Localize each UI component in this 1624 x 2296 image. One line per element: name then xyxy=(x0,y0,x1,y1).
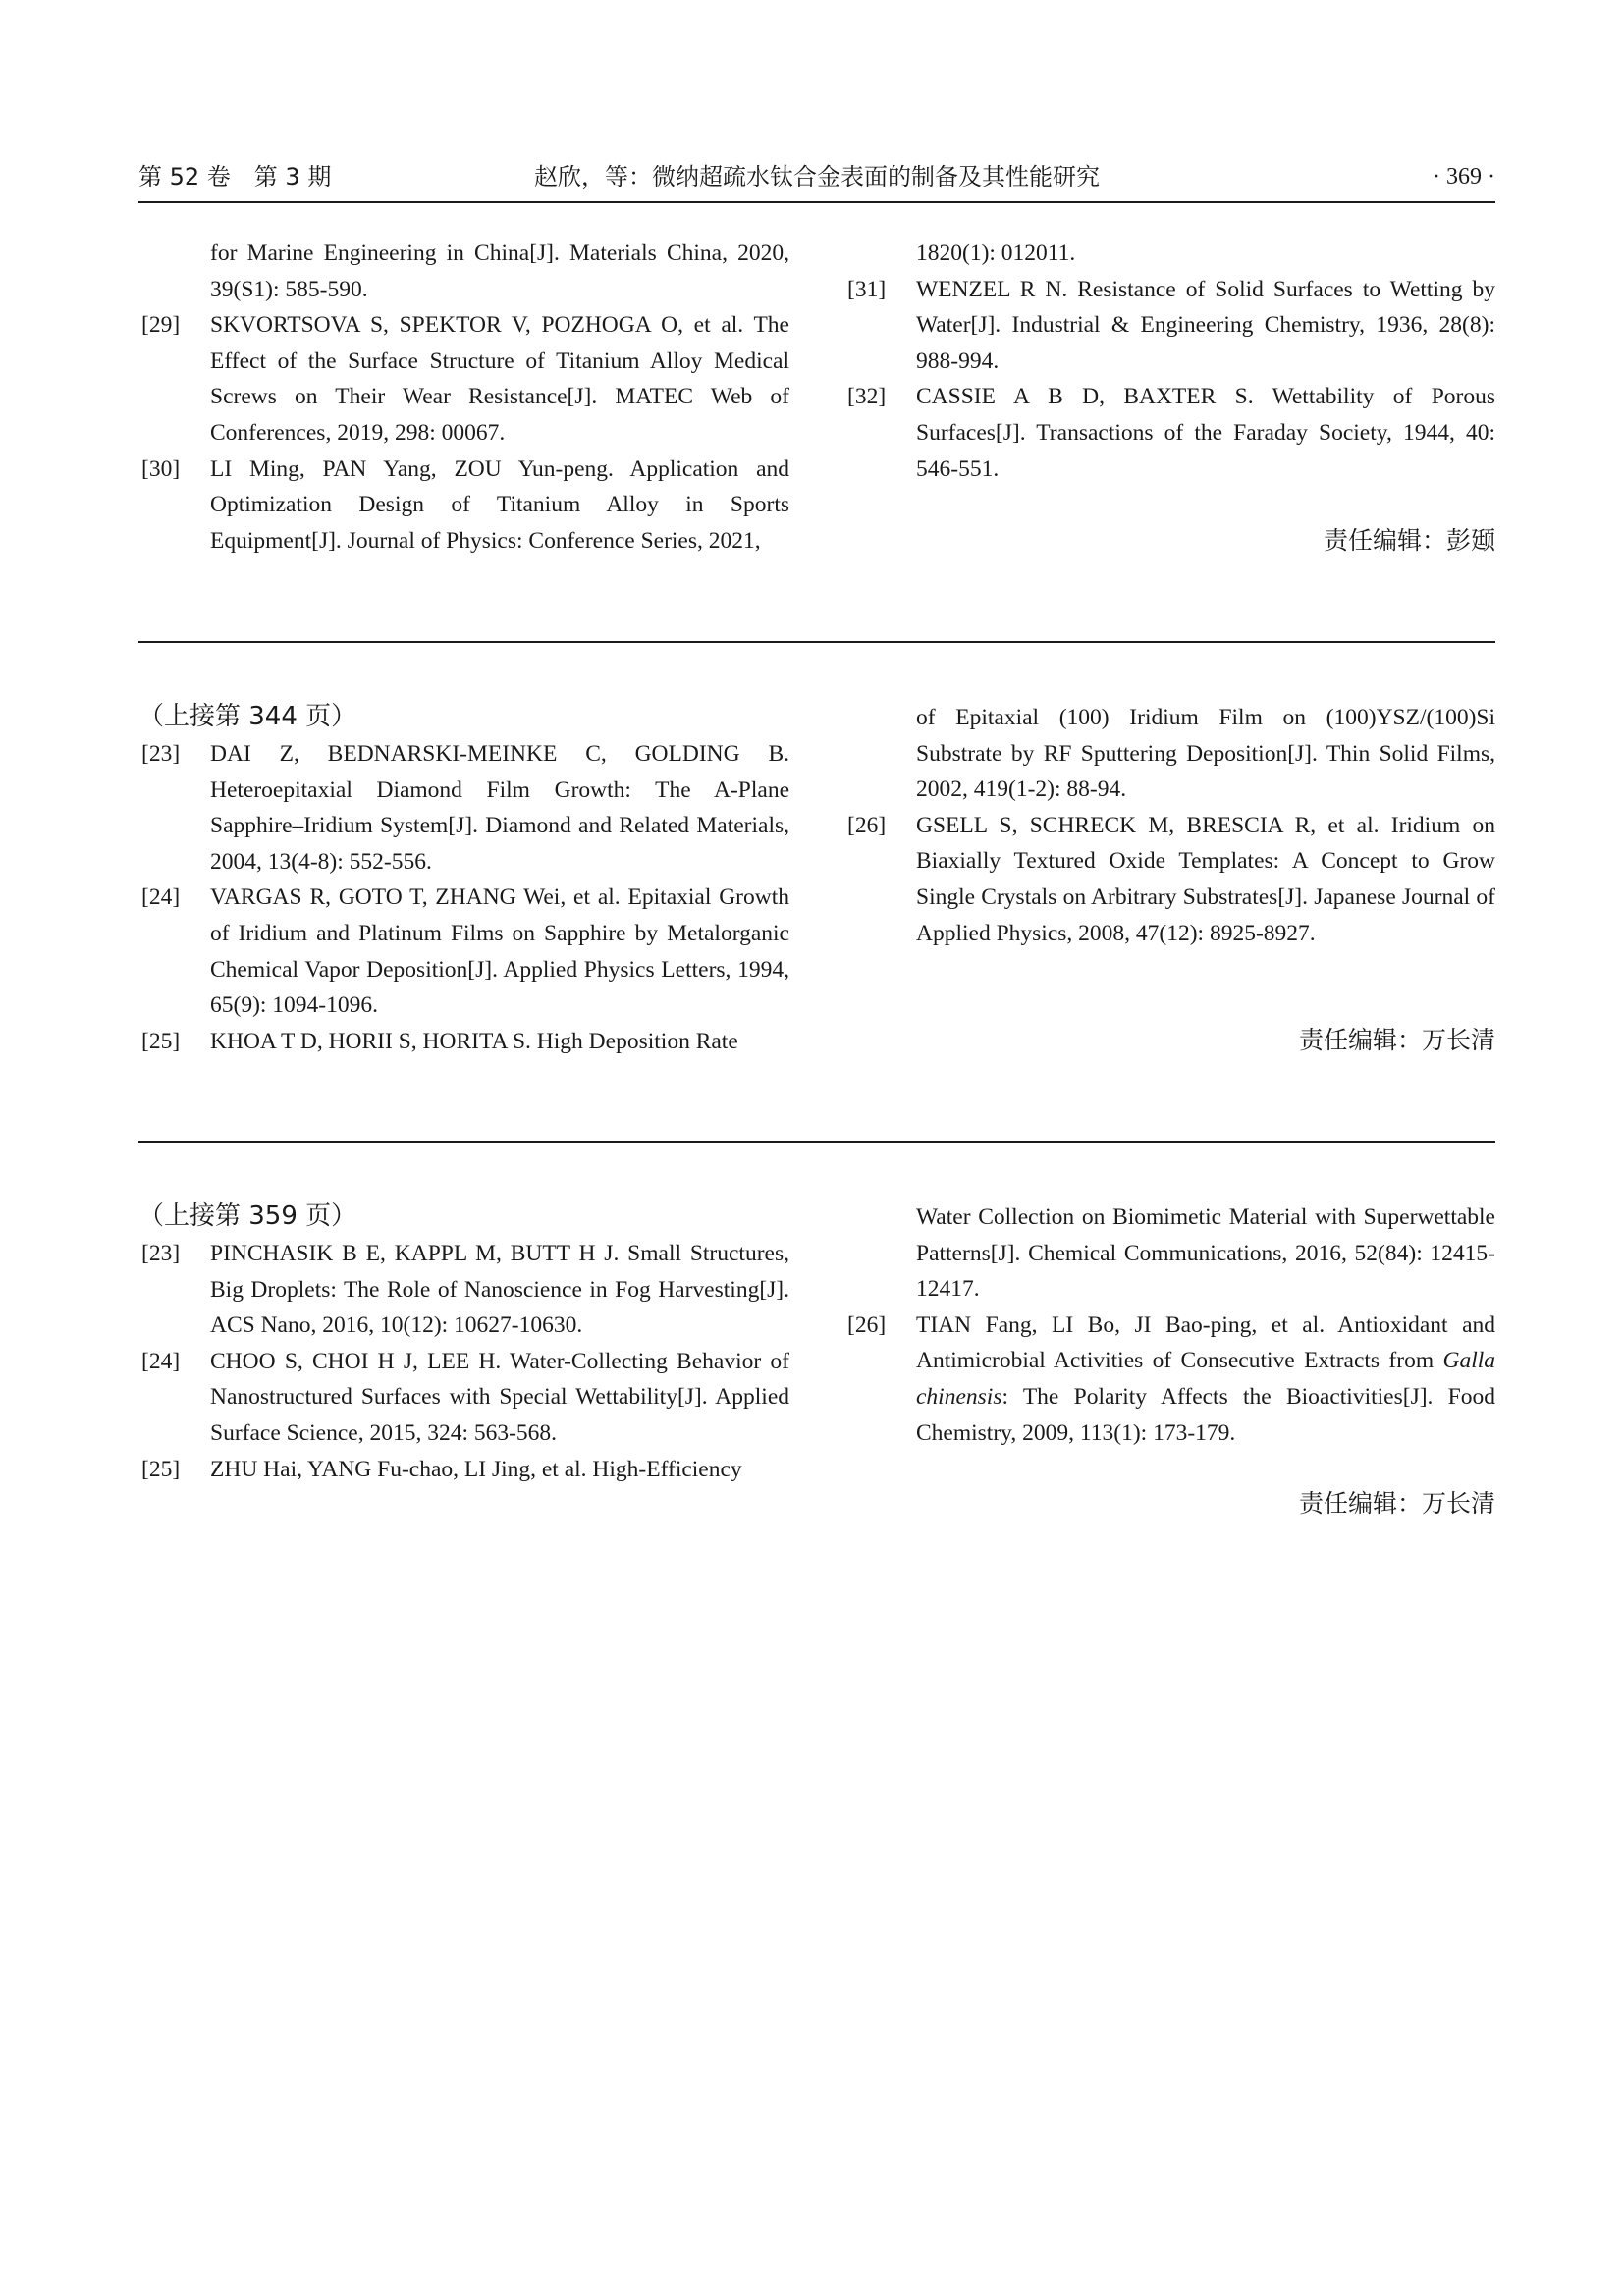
reference-item xyxy=(138,736,789,880)
reference-text: LI Ming, PAN Yang, ZOU Yun-peng. Application and Optimization Design of Titanium Alloy in Sports Equipment[J]. Journal of Physics: Conference Series, 2021, xyxy=(210,455,789,554)
reference-item xyxy=(138,880,789,1023)
reference-item xyxy=(844,808,1495,951)
reference-text: SKVORTSOVA S, SPEKTOR V, POZHOGA O, et al. The Effect of the Surface Structure of Titanium Alloy Medical Screws on Their Wear Resistance[J]. MATEC Web of Conferences, 2019, 298: 00067. xyxy=(210,312,789,446)
reference-text-after: : The Polarity Affects the Bioactivities[J]. Food Chemistry, 2009, 113(1): 173-179. xyxy=(916,1383,1495,1446)
reference-item xyxy=(138,1344,789,1452)
header-rule xyxy=(138,201,1495,203)
reference-number: [26] xyxy=(847,1311,887,1338)
section-1-right-column xyxy=(844,236,1495,487)
section-2-left-column xyxy=(138,700,789,1059)
reference-number: [25] xyxy=(141,1456,181,1482)
reference-text: for Marine Engineering in China[J]. Materials China, 2020, 39(S1): 585-590. xyxy=(210,240,789,302)
reference-number: [29] xyxy=(141,312,181,339)
reference-text: CASSIE A B D, BAXTER S. Wettability of Porous Surfaces[J]. Transactions of the Faraday Society, 1944, 40: 546-551. xyxy=(916,384,1495,482)
reference-text xyxy=(916,1308,1495,1451)
responsible-editor: 责任编辑：万长清 xyxy=(1298,1026,1495,1054)
reference-number: [30] xyxy=(141,455,181,482)
reference-number: [25] xyxy=(141,1028,181,1054)
continuation-title: （上接第 359 页） xyxy=(138,1201,357,1231)
reference-text: CHOO S, CHOI H J, LEE H. Water-Collecting Behavior of Nanostructured Surfaces with Special Wettability[J]. Applied Surface Science, 2015, 324: 563-568. xyxy=(210,1348,789,1446)
reference-text: ZHU Hai, YANG Fu-chao, LI Jing, et al. High-Efficiency xyxy=(210,1456,742,1482)
reference-number: [31] xyxy=(847,276,887,302)
section-3-left-column xyxy=(138,1200,789,1487)
reference-text: WENZEL R N. Resistance of Solid Surfaces to Wetting by Water[J]. Industrial & Engineering Chemistry, 1936, 28(8): 988-994. xyxy=(916,276,1495,374)
reference-item xyxy=(844,379,1495,487)
reference-item xyxy=(844,1308,1495,1451)
reference-text: GSELL S, SCHRECK M, BRESCIA R, et al. Iridium on Biaxially Textured Oxide Templates: A Concept to Grow Single Crystals on Arbitrary Substrates[J]. Japanese Journal of Applied Physics, 2008, 47(12): 8925-8927. xyxy=(916,812,1495,946)
reference-item xyxy=(844,700,1495,808)
section-divider xyxy=(138,1141,1495,1143)
section-1-left-column xyxy=(138,236,789,559)
continuation-title: （上接第 344 页） xyxy=(138,702,357,731)
reference-item xyxy=(138,307,789,451)
page-number: · 369 · xyxy=(1433,164,1495,189)
reference-text: of Epitaxial (100) Iridium Film on (100)YSZ/(100)Si Substrate by RF Sputtering Deposition[J]. Thin Solid Films, 2002, 419(1-2): 88-94. xyxy=(916,705,1495,803)
section-2-right-column xyxy=(844,700,1495,951)
reference-item xyxy=(844,236,1495,272)
reference-text: 1820(1): 012011. xyxy=(916,240,1076,266)
journal-volume-issue: 第 52 卷 第 3 期 xyxy=(138,163,332,190)
reference-item xyxy=(138,1452,789,1488)
reference-number: [24] xyxy=(141,884,181,911)
reference-item xyxy=(138,236,789,307)
reference-number: [23] xyxy=(141,1241,181,1266)
species-name: Galla chinensis xyxy=(916,1348,1495,1410)
reference-number: [26] xyxy=(847,812,887,838)
reference-text: Water Collection on Biomimetic Material with Superwettable Patterns[J]. Chemical Communications, 2016, 52(84): 12415-12417. xyxy=(916,1204,1495,1303)
reference-number: [32] xyxy=(847,384,887,410)
running-header xyxy=(138,157,1495,196)
reference-text: DAI Z, BEDNARSKI-MEINKE C, GOLDING B. Heteroepitaxial Diamond Film Growth: The A-Plane Sapphire–Iridium System[J]. Diamond and Related Materials, 2004, 13(4-8): 552-556. xyxy=(210,741,789,875)
section-3-right-column xyxy=(844,1200,1495,1451)
reference-item xyxy=(844,272,1495,380)
responsible-editor: 责任编辑：万长清 xyxy=(1298,1489,1495,1518)
reference-item xyxy=(138,1236,789,1344)
reference-item xyxy=(138,452,789,560)
responsible-editor: 责任编辑：彭颋 xyxy=(1323,526,1495,555)
reference-text-before: TIAN Fang, LI Bo, JI Bao-ping, et al. Antioxidant and Antimicrobial Activities of Consecutive Extracts from xyxy=(916,1311,1495,1374)
reference-text: VARGAS R, GOTO T, ZHANG Wei, et al. Epitaxial Growth of Iridium and Platinum Films on Sapphire by Metalorganic Chemical Vapor Deposition[J]. Applied Physics Letters, 1994, 65(9): 1094-1096. xyxy=(210,884,789,1019)
section-divider xyxy=(138,641,1495,643)
reference-item xyxy=(844,1200,1495,1308)
reference-number: [23] xyxy=(141,741,181,767)
reference-text: PINCHASIK B E, KAPPL M, BUTT H J. Small Structures, Big Droplets: The Role of Nanoscience in Fog Harvesting[J]. ACS Nano, 2016, 10(12): 10627-10630. xyxy=(210,1241,789,1339)
article-running-title: 赵欣，等：微纳超疏水钛合金表面的制备及其性能研究 xyxy=(534,163,1100,190)
reference-item xyxy=(138,1024,789,1060)
reference-text: KHOA T D, HORII S, HORITA S. High Deposition Rate xyxy=(210,1028,738,1054)
reference-number: [24] xyxy=(141,1348,181,1374)
